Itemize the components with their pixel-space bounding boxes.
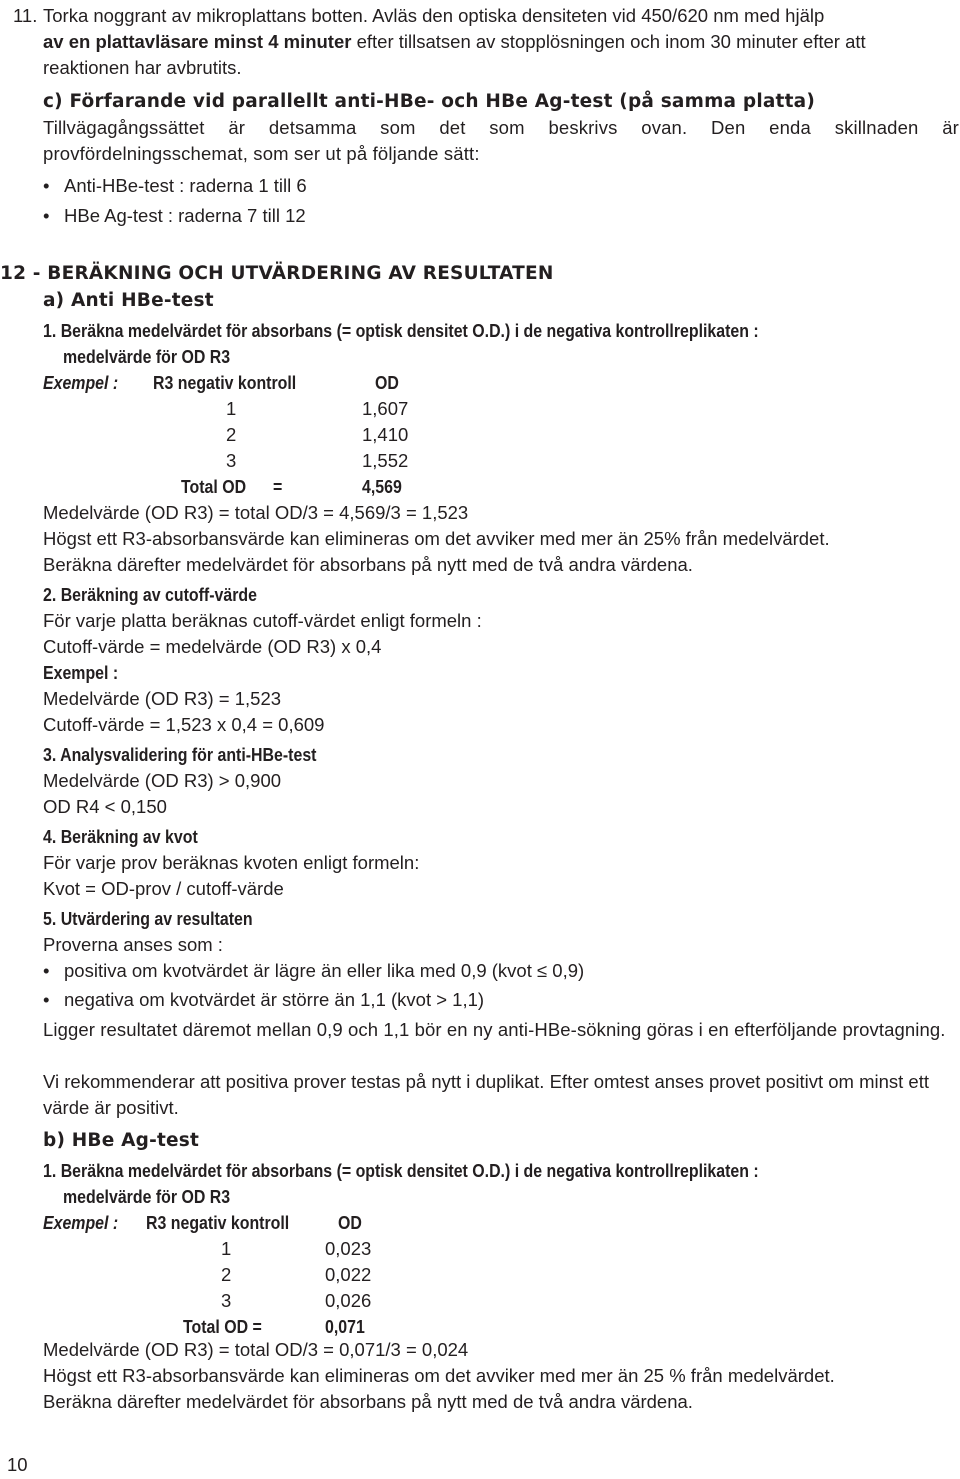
a-step-2-line-4: Cutoff-värde = 1,523 x 0,4 = 0,609 [43,714,325,735]
a-total-value [362,474,408,500]
bullet-text: positiva om kvotvärdet är lägre än eller lika med 0,9 (kvot ≤ 0,9) [64,960,585,981]
b-row-od: 0,023 [325,1238,372,1259]
bullet-icon: • [43,960,50,981]
b-column-header-control-text: R3 negativ kontroll [146,1212,290,1233]
a-step-3-line-1: Medelvärde (OD R3) > 0,900 [43,770,282,791]
section-c-heading: c) Förfarande vid parallellt anti-HBe- och HBe Ag-test (på samma platta) [43,91,815,112]
section-12-heading: 12 - BERÄKNING OCH UTVÄRDERING AV RESULTATEN [0,263,554,284]
a-mean-line: Medelvärde (OD R3) = total OD/3 = 4,569/3 = 1,523 [43,502,469,523]
a-step-2-line-1: För varje platta beräknas cutoff-värdet enligt formeln : [43,610,482,631]
a-total-equals-text: = [273,476,283,497]
b-row-number: 1 [221,1238,232,1259]
a-step-1-line-1-text: 1. Beräkna medelvärdet för absorbans (= optisk densitet O.D.) i de negativa kontrollreplikaten : [43,320,759,341]
b-step-1-line-1-text: 1. Beräkna medelvärdet för absorbans (= optisk densitet O.D.) i de negativa kontrollreplikaten : [43,1160,759,1181]
subsection-a-heading: a) Anti HBe-test [43,290,214,311]
a-step-4-line-1: För varje prov beräknas kvoten enligt formeln: [43,852,420,873]
a-step-2-line-2: Cutoff-värde = medelvärde (OD R3) x 0,4 [43,636,382,657]
a-row-od: 1,552 [362,450,409,471]
a-example-label [43,370,130,396]
a-step-2-example-label-text: Exempel : [43,662,119,683]
a-row-od: 1,410 [362,424,409,445]
a-row-od: 1,607 [362,398,409,419]
a-step-5-heading-text: 5. Utvärdering av resultaten [43,908,253,929]
a-step-3-heading [43,742,361,768]
a-total-equals [273,474,284,500]
a-row-number: 3 [226,450,237,471]
a-step-4-heading-text: 4. Beräkning av kvot [43,826,198,847]
a-column-header-control-text: R3 negativ kontroll [153,372,297,393]
a-column-header-od [375,370,403,396]
a-step-5-line-1: Proverna anses som : [43,934,223,955]
a-step-1-line-1 [43,318,875,344]
a-step-2-example-label [43,660,130,686]
b-step-1-line-2-text: medelvärde för OD R3 [63,1186,231,1207]
a-step-2-heading-text: 2. Beräkning av cutoff-värde [43,584,257,605]
b-total-value-text: 0,071 [325,1316,365,1337]
a-step-2-heading [43,582,292,608]
b-column-header-control [146,1210,313,1236]
b-column-header-od-text: OD [338,1212,362,1233]
a-example-label-text: Exempel : [43,372,119,393]
bullet-icon: • [43,205,50,226]
a-step-3-line-2: OD R4 < 0,150 [43,796,167,817]
a-step-4-line-2: Kvot = OD-prov / cutoff-värde [43,878,284,899]
a-step-5-heading [43,906,287,932]
step-11-line-2-rest: efter tillsatsen av stopplösningen och inom 30 minuter efter att [351,31,866,52]
step-11-number: 11. [13,5,38,26]
section-c-paragraph: Tillvägagångssättet är detsamma som det som beskrivs ovan. Den enda skillnaden är provfördelningsschemat, som ser ut på följande sätt: [43,117,959,164]
b-note-line-2: Beräkna därefter medelvärdet för absorbans på nytt med de två andra värdena. [43,1391,693,1412]
a-total-value-text: 4,569 [362,476,402,497]
a-note-line-1: Högst ett R3-absorbansvärde kan elimineras om det avviker med mer än 25% från medelvärdet. [43,528,830,549]
a-column-header-od-text: OD [375,372,399,393]
b-row-number: 3 [221,1290,232,1311]
bullet-text: negativa om kvotvärdet är större än 1,1 (kvot > 1,1) [64,989,485,1010]
b-example-label [43,1210,130,1236]
b-total-label-text: Total OD = [183,1316,262,1337]
b-row-od: 0,026 [325,1290,372,1311]
b-mean-line: Medelvärde (OD R3) = total OD/3 = 0,071/3 = 0,024 [43,1339,469,1360]
page-number: 10 [7,1454,28,1475]
bullet-icon: • [43,989,50,1010]
subsection-b-heading: b) HBe Ag-test [43,1130,199,1151]
a-step-5-paragraph-2: Vi rekommenderar att positiva prover testas på nytt i duplikat. Efter omtest anses provet positivt om minst ett värde är positivt. [43,1071,929,1118]
a-column-header-control [153,370,320,396]
step-11-bold-phrase: av en plattavläsare minst 4 minuter [43,31,352,52]
step-11-line-2 [43,29,866,55]
bullet-icon: • [43,175,50,196]
step-11-line-1: Torka noggrant av mikroplattans botten. Avläs den optiska densiteten vid 450/620 nm med hjälp [43,5,825,26]
b-row-od: 0,022 [325,1264,372,1285]
a-total-label-text: Total OD [181,476,247,497]
a-note-line-2: Beräkna därefter medelvärdet för absorbans på nytt med de två andra värdena. [43,554,693,575]
b-step-1-line-1 [43,1158,875,1184]
a-step-3-heading-text: 3. Analysvalidering för anti-HBe-test [43,744,317,765]
b-example-label-text: Exempel : [43,1212,119,1233]
a-step-2-line-3: Medelvärde (OD R3) = 1,523 [43,688,282,709]
a-step-1-line-2-text: medelvärde för OD R3 [63,346,231,367]
a-row-number: 2 [226,424,237,445]
step-11-line-3: reaktionen har avbrutits. [43,57,242,78]
b-step-1-line-2 [63,1184,257,1210]
b-column-header-od [338,1210,366,1236]
a-row-number: 1 [226,398,237,419]
bullet-text: Anti-HBe-test : raderna 1 till 6 [64,175,307,196]
a-total-label [181,474,257,500]
b-note-line-1: Högst ett R3-absorbansvärde kan elimineras om det avviker med mer än 25 % från medelvärdet. [43,1365,835,1386]
a-step-5-paragraph-1: Ligger resultatet däremot mellan 0,9 och 1,1 bör en ny anti-HBe-sökning göras i en efterföljande provtagning. [43,1019,946,1040]
a-step-4-heading [43,824,223,850]
b-row-number: 2 [221,1264,232,1285]
bullet-text: HBe Ag-test : raderna 7 till 12 [64,205,306,226]
a-step-1-line-2 [63,344,257,370]
